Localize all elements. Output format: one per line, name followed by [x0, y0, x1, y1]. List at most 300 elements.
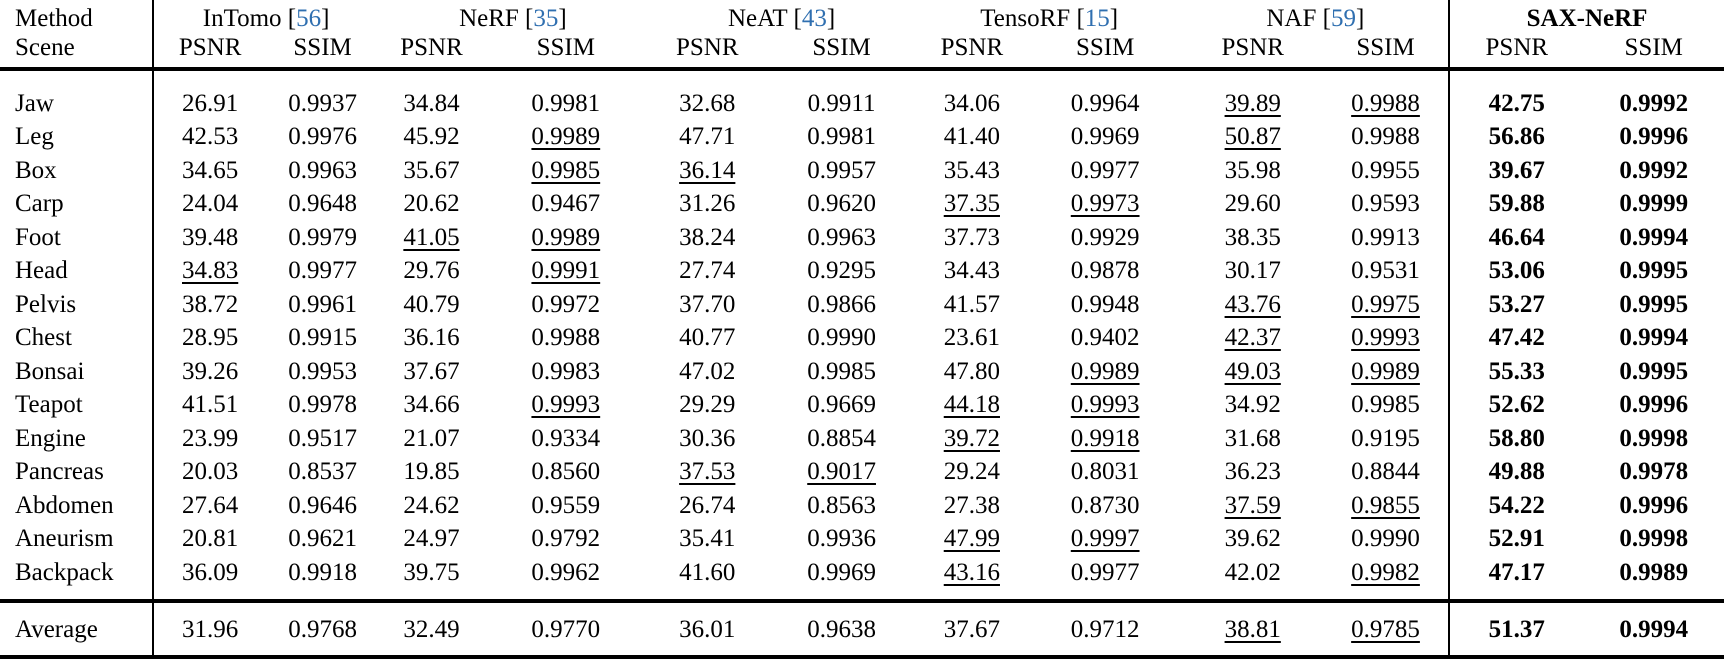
ssim-cell [1583, 87, 1724, 121]
cell-value: 0.9996 [1619, 491, 1689, 519]
spacer-cell [647, 69, 767, 87]
cell-value: 0.9979 [288, 223, 357, 251]
cell-value: 27.38 [943, 491, 1000, 519]
psnr-cell [153, 322, 267, 356]
ref-link[interactable]: 15 [1084, 5, 1110, 32]
cell-value: 35.67 [403, 156, 460, 184]
psnr-cell [647, 422, 767, 456]
cell-value: 41.51 [182, 391, 239, 419]
spacer-cell [1583, 69, 1724, 87]
ssim-cell [767, 355, 916, 389]
psnr-cell [379, 489, 485, 523]
ssim-cell [267, 422, 379, 456]
ssim-header: SSIM [812, 34, 871, 61]
psnr-header: PSNR [400, 34, 463, 61]
psnr-cell [1449, 188, 1583, 222]
ssim-cell [1583, 422, 1724, 456]
ssim-cell [1583, 255, 1724, 289]
ssim-cell [484, 221, 647, 255]
ssim-cell [1583, 221, 1724, 255]
ssim-cell [1028, 355, 1183, 389]
psnr-cell [1449, 288, 1583, 322]
cell-value: 49.03 [1224, 357, 1281, 385]
cell-value: 36.23 [1224, 458, 1281, 486]
spacer-cell [1323, 69, 1449, 87]
cell-value: 42.37 [1224, 324, 1281, 352]
spacer-cell [1449, 590, 1583, 601]
cell-value: 34.83 [182, 257, 239, 285]
spacer-cell [267, 601, 379, 615]
cell-value: 0.9866 [807, 290, 876, 318]
psnr-cell [1449, 489, 1583, 523]
ssim-cell [484, 322, 647, 356]
cell-value: 0.9989 [1351, 357, 1420, 385]
ssim-cell [267, 389, 379, 423]
table-row [0, 355, 1724, 389]
spacer-cell [1028, 601, 1183, 615]
cell-value: 0.9593 [1351, 190, 1420, 218]
cell-value: 0.9995 [1619, 357, 1689, 385]
cell-value: 0.9918 [288, 558, 357, 586]
ssim-cell [267, 489, 379, 523]
cell-value: 0.9792 [531, 525, 601, 553]
psnr-cell [379, 615, 485, 645]
ssim-cell [267, 615, 379, 645]
cell-value: 0.9981 [531, 89, 601, 117]
psnr-cell [153, 355, 267, 389]
cell-value: 42.75 [1488, 89, 1545, 117]
cell-value: 58.80 [1488, 424, 1545, 452]
ssim-cell [1583, 355, 1724, 389]
cell-value: 0.9948 [1070, 290, 1140, 318]
spacer-cell [1183, 69, 1323, 87]
cell-value: 27.74 [679, 257, 736, 285]
cell-value: 0.9911 [807, 89, 876, 117]
cell-value: 0.9994 [1619, 223, 1689, 251]
cell-value: 0.9955 [1351, 156, 1420, 184]
ssim-cell [767, 615, 916, 645]
cell-value: 0.8730 [1070, 491, 1140, 519]
psnr-cell [647, 255, 767, 289]
psnr-cell [153, 422, 267, 456]
header-rule [0, 69, 1724, 87]
psnr-cell [1183, 523, 1323, 557]
ssim-cell [767, 288, 916, 322]
cell-value: 50.87 [1224, 123, 1281, 151]
spacer-cell [1028, 69, 1183, 87]
scene-name: Carp [0, 188, 153, 222]
ssim-cell [1323, 154, 1449, 188]
cell-value: 0.9334 [531, 424, 601, 452]
cell-value: 30.36 [679, 424, 736, 452]
cell-value: 47.17 [1488, 558, 1545, 586]
psnr-cell [153, 489, 267, 523]
table-row [0, 188, 1724, 222]
psnr-cell [916, 154, 1028, 188]
cell-value: 0.9999 [1619, 190, 1689, 218]
ssim-cell [1028, 422, 1183, 456]
ref-link[interactable]: 35 [533, 5, 559, 32]
scene-name: Average [0, 615, 153, 645]
psnr-cell [1449, 322, 1583, 356]
ssim-cell [1323, 87, 1449, 121]
cell-value: 0.9648 [288, 190, 357, 218]
psnr-cell [1183, 87, 1323, 121]
ssim-cell [267, 87, 379, 121]
cell-value: 0.9985 [807, 357, 876, 385]
scene-name: Foot [0, 221, 153, 255]
cell-value: 36.09 [182, 558, 239, 586]
cell-value: 55.33 [1488, 357, 1545, 385]
psnr-cell [1449, 523, 1583, 557]
ssim-cell [267, 288, 379, 322]
cell-value: 0.9712 [1070, 615, 1140, 643]
ssim-cell [484, 556, 647, 590]
psnr-cell [1183, 456, 1323, 490]
ssim-cell [1583, 523, 1724, 557]
table-row [0, 87, 1724, 121]
table-row [0, 121, 1724, 155]
cell-value: 0.9953 [288, 357, 357, 385]
cell-value: 0.9195 [1351, 424, 1420, 452]
ssim-cell [1028, 87, 1183, 121]
cell-value: 34.84 [403, 89, 460, 117]
cell-value: 45.92 [403, 123, 460, 151]
spacer-cell [1183, 590, 1323, 601]
psnr-cell [916, 87, 1028, 121]
cell-value: 0.9620 [807, 190, 876, 218]
cell-value: 0.9990 [1351, 525, 1420, 553]
cell-value: 39.89 [1224, 89, 1281, 117]
ssim-cell [267, 322, 379, 356]
body-spacer [0, 590, 1724, 601]
table-row [0, 456, 1724, 490]
cell-value: 23.99 [182, 424, 239, 452]
scene-name: Backpack [0, 556, 153, 590]
spacer-cell [484, 601, 647, 615]
spacer-cell [767, 590, 916, 601]
psnr-cell [379, 221, 485, 255]
psnr-cell [1449, 255, 1583, 289]
psnr-cell [916, 322, 1028, 356]
psnr-cell [647, 615, 767, 645]
ssim-cell [1028, 489, 1183, 523]
psnr-cell [647, 556, 767, 590]
ssim-cell [1323, 489, 1449, 523]
cell-value: 0.9992 [1619, 156, 1689, 184]
cell-value: 0.9982 [1351, 558, 1420, 586]
spacer-cell [1183, 601, 1323, 615]
spacer-cell [1028, 590, 1183, 601]
psnr-cell [916, 456, 1028, 490]
psnr-cell [1183, 556, 1323, 590]
cell-value: 0.9991 [531, 257, 601, 285]
psnr-cell [1183, 615, 1323, 645]
cell-value: 0.9993 [531, 391, 601, 419]
ssim-cell [1583, 615, 1724, 645]
psnr-cell [647, 523, 767, 557]
cell-value: 0.9467 [531, 190, 601, 218]
cell-value: 37.67 [403, 357, 460, 385]
cell-value: 35.43 [943, 156, 1000, 184]
psnr-cell [916, 288, 1028, 322]
spacer-cell [916, 601, 1028, 615]
psnr-cell [1449, 615, 1583, 645]
psnr-cell [153, 255, 267, 289]
ssim-cell [267, 121, 379, 155]
ssim-cell [484, 87, 647, 121]
cell-value: 0.9915 [288, 324, 357, 352]
ssim-cell [1323, 615, 1449, 645]
ssim-cell [1323, 355, 1449, 389]
cell-value: 0.8844 [1351, 458, 1420, 486]
spacer-cell [1449, 601, 1583, 615]
cell-value: 47.99 [943, 525, 1000, 553]
cell-value: 0.9913 [1351, 223, 1420, 251]
ssim-cell [1323, 322, 1449, 356]
psnr-cell [379, 389, 485, 423]
psnr-cell [379, 154, 485, 188]
psnr-cell [379, 422, 485, 456]
scene-name: Leg [0, 121, 153, 155]
psnr-header: PSNR [178, 34, 242, 61]
ssim-cell [1323, 556, 1449, 590]
cell-value: 31.96 [182, 615, 239, 643]
ssim-cell [1583, 389, 1724, 423]
spacer-cell [0, 601, 153, 615]
cell-value: 29.60 [1224, 190, 1281, 218]
scene-name: Bonsai [0, 355, 153, 389]
cell-value: 21.07 [403, 424, 460, 452]
cell-value: 0.9977 [288, 257, 357, 285]
cell-value: 47.02 [679, 357, 736, 385]
cell-value: 0.9961 [288, 290, 357, 318]
cell-value: 47.80 [943, 357, 1000, 385]
ssim-cell [1583, 188, 1724, 222]
table-row [0, 322, 1724, 356]
psnr-cell [1183, 288, 1323, 322]
ssim-cell [1583, 456, 1724, 490]
ssim-cell [767, 556, 916, 590]
spacer-cell [1583, 590, 1724, 601]
cell-value: 29.24 [943, 458, 1000, 486]
cell-value: 41.57 [943, 290, 1000, 318]
spacer-cell [1323, 601, 1449, 615]
psnr-cell [153, 523, 267, 557]
cell-value: 47.42 [1488, 324, 1545, 352]
ssim-cell [484, 121, 647, 155]
ssim-cell [767, 255, 916, 289]
spacer-cell [767, 601, 916, 615]
cell-value: 0.9998 [1619, 525, 1689, 553]
cell-value: 0.9621 [288, 525, 357, 553]
cell-value: 38.35 [1224, 223, 1281, 251]
cell-value: 0.9976 [288, 123, 357, 151]
psnr-cell [1183, 489, 1323, 523]
cell-value: 0.9918 [1070, 424, 1140, 452]
spacer-cell [1449, 69, 1583, 87]
psnr-cell [1183, 188, 1323, 222]
psnr-cell [1449, 456, 1583, 490]
ref-link[interactable]: 56 [296, 5, 322, 32]
cell-value: 0.9295 [807, 257, 876, 285]
ssim-header: SSIM [1323, 33, 1449, 69]
ssim-cell [484, 255, 647, 289]
psnr-cell [916, 221, 1028, 255]
cell-value: 0.8854 [807, 424, 876, 452]
cell-value: 0.9969 [1070, 123, 1140, 151]
psnr-cell [379, 355, 485, 389]
psnr-cell [153, 288, 267, 322]
cell-value: 24.04 [182, 190, 239, 218]
ssim-cell [1028, 121, 1183, 155]
cell-value: 0.9402 [1070, 324, 1140, 352]
ssim-cell [267, 188, 379, 222]
cell-value: 41.60 [679, 558, 736, 586]
psnr-cell [1449, 556, 1583, 590]
ssim-cell [767, 489, 916, 523]
cell-value: 28.95 [182, 324, 239, 352]
cell-value: 0.9669 [807, 391, 876, 419]
cell-value: 0.9975 [1351, 290, 1420, 318]
ssim-cell [1028, 556, 1183, 590]
cell-value: 0.9638 [807, 615, 876, 643]
method-header-neat: NeAT [43] [727, 5, 836, 32]
cell-value: 34.06 [943, 89, 1000, 117]
cell-value: 38.81 [1224, 615, 1281, 643]
ssim-cell [1323, 523, 1449, 557]
ssim-cell [1583, 154, 1724, 188]
psnr-cell [1449, 221, 1583, 255]
spacer-cell [647, 590, 767, 601]
ssim-cell [767, 456, 916, 490]
ssim-cell [267, 556, 379, 590]
cell-value: 20.81 [182, 525, 239, 553]
spacer-cell [484, 590, 647, 601]
psnr-cell [647, 389, 767, 423]
ssim-cell [1583, 489, 1724, 523]
cell-value: 41.40 [943, 123, 1000, 151]
psnr-cell [647, 87, 767, 121]
ssim-cell [267, 523, 379, 557]
cell-value: 56.86 [1488, 123, 1545, 151]
cell-value: 0.9981 [807, 123, 876, 151]
spacer-cell [379, 69, 485, 87]
scene-name: Pancreas [0, 456, 153, 490]
cell-value: 0.9985 [1351, 391, 1420, 419]
spacer-cell [0, 590, 153, 601]
cell-value: 19.85 [403, 458, 460, 486]
ssim-cell [484, 389, 647, 423]
cell-value: 37.59 [1224, 491, 1281, 519]
cell-value: 37.73 [943, 223, 1000, 251]
cell-value: 0.9995 [1619, 290, 1689, 318]
psnr-cell [1183, 121, 1323, 155]
ssim-cell [1028, 154, 1183, 188]
ref-link[interactable]: 59 [1330, 5, 1356, 32]
psnr-cell [916, 389, 1028, 423]
cell-value: 0.9997 [1070, 525, 1140, 553]
cell-value: 0.9989 [1619, 558, 1689, 586]
psnr-cell [647, 154, 767, 188]
spacer-cell [1323, 590, 1449, 601]
ssim-cell [267, 154, 379, 188]
cell-value: 0.9978 [1619, 458, 1689, 486]
spacer-cell [379, 601, 485, 615]
spacer-cell [647, 601, 767, 615]
ssim-cell [484, 188, 647, 222]
ssim-cell [767, 221, 916, 255]
psnr-cell [647, 221, 767, 255]
psnr-cell [379, 121, 485, 155]
cell-value: 0.9963 [807, 223, 876, 251]
cell-value: 54.22 [1488, 491, 1545, 519]
cell-value: 37.53 [679, 458, 736, 486]
cell-value: 0.9988 [1351, 123, 1420, 151]
scene-name: Pelvis [0, 288, 153, 322]
cell-value: 0.9995 [1619, 257, 1689, 285]
psnr-cell [1449, 355, 1583, 389]
psnr-cell [153, 87, 267, 121]
metric-header-row [0, 33, 1724, 69]
cell-value: 31.68 [1224, 424, 1281, 452]
ssim-cell [1323, 389, 1449, 423]
ssim-cell [1323, 255, 1449, 289]
method-label: Method [0, 0, 153, 33]
spacer-cell [916, 590, 1028, 601]
cell-value: 0.9992 [1619, 89, 1689, 117]
psnr-cell [379, 188, 485, 222]
ssim-header: SSIM [293, 34, 352, 61]
cell-value: 46.64 [1488, 223, 1545, 251]
ref-link[interactable]: 43 [801, 5, 827, 32]
ssim-header: SSIM [1075, 34, 1135, 61]
psnr-cell [916, 556, 1028, 590]
psnr-cell [379, 87, 485, 121]
cell-value: 52.62 [1488, 391, 1545, 419]
ssim-cell [484, 355, 647, 389]
psnr-cell [379, 456, 485, 490]
psnr-cell [647, 188, 767, 222]
cell-value: 24.97 [403, 525, 460, 553]
psnr-cell [916, 355, 1028, 389]
cell-value: 0.8560 [531, 458, 601, 486]
cell-value: 0.8537 [288, 458, 357, 486]
spacer-cell [379, 590, 485, 601]
cell-value: 53.27 [1488, 290, 1545, 318]
ssim-cell [1323, 121, 1449, 155]
table-row [0, 154, 1724, 188]
cell-value: 42.53 [182, 123, 239, 151]
cell-value: 0.9996 [1619, 391, 1689, 419]
method-header-row [0, 0, 1724, 33]
spacer-cell [153, 601, 267, 615]
psnr-header: PSNR [1485, 34, 1549, 61]
cell-value: 0.9937 [288, 89, 357, 117]
cell-value: 37.70 [679, 290, 736, 318]
cell-value: 51.37 [1488, 615, 1545, 643]
psnr-header: PSNR [940, 34, 1004, 61]
cell-value: 26.91 [182, 89, 239, 117]
cell-value: 0.9989 [531, 223, 601, 251]
method-header-naf: NAF [59] [1183, 0, 1450, 33]
cell-value: 31.26 [679, 190, 736, 218]
psnr-cell [647, 456, 767, 490]
average-row [0, 615, 1724, 645]
cell-value: 0.9969 [807, 558, 876, 586]
ssim-cell [1028, 255, 1183, 289]
cell-value: 0.9878 [1070, 257, 1140, 285]
